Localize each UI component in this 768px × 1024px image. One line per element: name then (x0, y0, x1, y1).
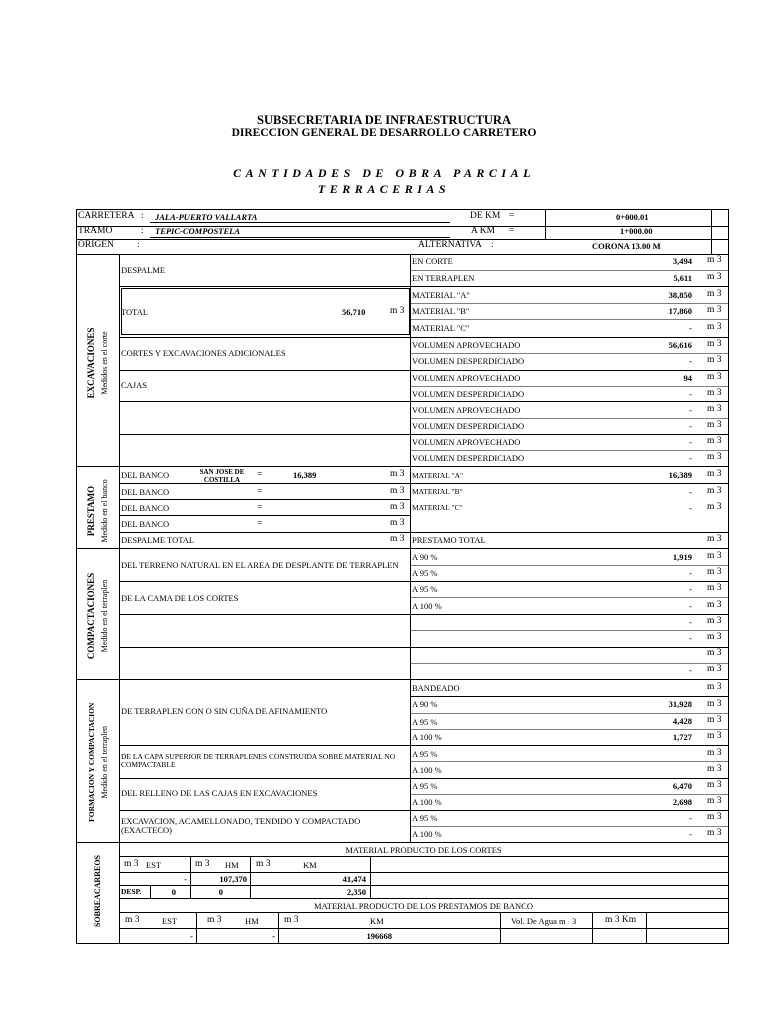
row-value: 3,494 (672, 256, 692, 266)
row-label: A 100 % (412, 732, 442, 742)
unit: m 3 (707, 305, 722, 315)
del-banco-label: DEL BANCO (121, 470, 170, 480)
cell-value: 0 (171, 887, 176, 897)
cell-value: 0 (218, 887, 223, 897)
cell-value: 41,474 (342, 874, 366, 884)
equals: = (509, 211, 515, 221)
alternativa-value: CORONA 13.00 M (592, 241, 661, 251)
row-label: VOLUMEN APROVECHADO (412, 373, 521, 383)
row-value: - (689, 633, 692, 643)
row-label: A 100 % (412, 829, 442, 839)
unit: m 3 (707, 583, 722, 593)
heading-terracerias: TERRACERIAS (317, 182, 451, 196)
row-label: A 95 % (412, 717, 438, 727)
unit: m 3 (707, 322, 722, 332)
cell-value: - (184, 874, 187, 884)
row-label: EN TERRAPLEN (412, 273, 475, 283)
km-label: KM (370, 916, 384, 926)
unit: m 3 (390, 534, 405, 544)
unit: m 3 (707, 255, 722, 265)
row-value: - (689, 323, 692, 333)
unit: m 3 (707, 682, 722, 692)
unit: m 3 (707, 664, 722, 674)
unit: m 3 (125, 915, 140, 925)
row-value: 2,698 (672, 797, 692, 807)
side-title: FORMACION Y COMPACTACION (86, 702, 96, 822)
unit: m 3 (707, 600, 722, 610)
row-label: A 95 % (412, 813, 438, 823)
unit: m 3 (707, 436, 722, 446)
despalme-label: DESPALME (121, 265, 166, 275)
side-subtitle: Medidos en el corte (100, 331, 109, 395)
unit: m 3 (707, 715, 722, 725)
unit: m 3 (707, 731, 722, 741)
row-value: - (689, 421, 692, 431)
row-label: MATERIAL "C" (412, 503, 463, 512)
excavaciones-side-label (87, 278, 109, 448)
del-banco-label: DEL BANCO (121, 503, 170, 513)
row-label: VOLUMEN APROVECHADO (412, 405, 521, 415)
formacion-side-label (88, 672, 109, 852)
unit: m 3 (707, 567, 722, 577)
row-value: - (689, 568, 692, 578)
unit: m 3 (124, 859, 139, 869)
row-label: A 90 % (412, 552, 438, 562)
row-value: - (689, 437, 692, 447)
carretera-label: CARRETERA (78, 211, 135, 221)
unit: m 3 (707, 289, 722, 299)
row-value: - (689, 584, 692, 594)
bandeado-label: BANDEADO (412, 683, 460, 693)
row-label: MATERIAL "A" (412, 471, 464, 480)
header-subtitle: DIRECCION GENERAL DE DESARROLLO CARRETERO (231, 127, 537, 139)
relleno-label: DEL RELLENO DE LAS CAJAS EN EXCAVACIONES (121, 788, 318, 798)
colon: : (141, 226, 144, 236)
a-km-label: A KM (471, 226, 496, 236)
unit: m 3 (707, 404, 722, 414)
colon: : (491, 240, 494, 250)
row-value: 16,389 (668, 470, 692, 480)
del-banco-label: DEL BANCO (121, 519, 170, 529)
unit: m 3 (390, 486, 405, 496)
row-value: - (689, 389, 692, 399)
row-value: - (689, 487, 692, 497)
prestamo-side-label (87, 461, 109, 561)
origen-label: ORIGEN (78, 240, 114, 250)
row-value: 31,928 (668, 699, 692, 709)
despalme-total-label: DESPALME TOTAL (121, 535, 195, 545)
row-value: - (689, 813, 692, 823)
row-label: A 95 % (412, 781, 438, 791)
row-label: A 100 % (412, 765, 442, 775)
est-label: EST (162, 916, 178, 926)
row-value: - (689, 617, 692, 627)
row-label: VOLUMEN APROVECHADO (412, 340, 521, 350)
cell-value: 2,350 (346, 887, 366, 897)
row-value: - (689, 601, 692, 611)
unit: m 3 (707, 502, 722, 512)
colon: : (137, 240, 140, 250)
unit: m 3 (207, 915, 222, 925)
row-value: 6,470 (672, 781, 692, 791)
row-label: A 95 % (412, 584, 438, 594)
row-value: - (689, 503, 692, 513)
unit: m 3 (707, 551, 722, 561)
km-label: KM (303, 860, 317, 870)
unit: m 3 (707, 828, 722, 838)
side-title: PRESTAMO (86, 485, 96, 537)
terreno-label: DEL TERRENO NATURAL EN EL AREA DE DESPLANTE DE TERRAPLEN (121, 560, 399, 570)
row-label: A 100 % (412, 601, 442, 611)
unit: m 3 (707, 486, 722, 496)
row-label: MATERIAL "B" (412, 487, 463, 496)
banco-name: SAN JOSE DE COSTILLA (199, 468, 245, 484)
colon: : (141, 211, 144, 221)
de-km-label: DE KM (470, 211, 501, 221)
cama-label: DE LA CAMA DE LOS CORTES (121, 593, 239, 603)
row-label: MATERIAL "B" (412, 306, 470, 316)
row-value: 1,919 (672, 552, 692, 562)
row-value: 38,850 (668, 290, 692, 300)
unit: m 3 (707, 748, 722, 758)
cortes-title: MATERIAL PRODUCTO DE LOS CORTES (345, 845, 502, 855)
unit: m 3 (707, 272, 722, 282)
prestamo-total-label: PRESTAMO TOTAL (412, 535, 486, 545)
est-label: EST (146, 860, 162, 870)
unit: m 3 (707, 420, 722, 430)
del-banco-label: DEL BANCO (121, 487, 170, 497)
row-value: 94 (683, 373, 692, 383)
row-value: - (689, 405, 692, 415)
row-label: MATERIAL "C" (412, 323, 470, 333)
equals: = (509, 226, 515, 236)
a-km-value: 1+000.00 (620, 226, 653, 236)
row-label: VOLUMEN APROVECHADO (412, 437, 521, 447)
side-title: SOBREACARREOS (93, 855, 102, 928)
header-title: SUBSECRETARIA DE INFRAESTRUCTURA (257, 113, 511, 127)
row-label: VOLUMEN DESPERDICIADO (412, 356, 525, 366)
row-label: A 90 % (412, 699, 438, 709)
unit: m 3 (390, 306, 405, 316)
row-label: MATERIAL "A" (412, 290, 470, 300)
unit: m 3 (390, 518, 405, 528)
equals: = (257, 487, 263, 497)
row-value: 5,611 (673, 273, 692, 283)
unit: m 3 (707, 616, 722, 626)
row-label: A 95 % (412, 568, 438, 578)
tramo-value: TEPIC-COMPOSTELA (155, 226, 241, 236)
prestamos-title: MATERIAL PRODUCTO DE LOS PRESTAMOS DE BANCO (314, 901, 533, 911)
row-label: A 95 % (412, 749, 438, 759)
banco-value: 16,389 (293, 470, 317, 480)
side-subtitle: Medido en el banco (100, 479, 109, 543)
unit: m 3 (707, 764, 722, 774)
hm-label: HM (245, 916, 259, 926)
total-label: TOTAL (121, 307, 149, 317)
tramo-label: TRAMO (78, 226, 113, 236)
equals: = (257, 470, 263, 480)
row-value: - (689, 356, 692, 366)
cell-value: 196668 (366, 931, 392, 941)
row-value: 4,428 (672, 716, 692, 726)
capa-label: DE LA CAPA SUPERIOR DE TERRAPLENES CONSTRUIDA SOBRE MATERIAL NO COMPACTABLE (121, 752, 396, 769)
unit: m 3 (707, 534, 722, 544)
vol-agua-label: Vol. De Agua m 3 (511, 916, 577, 926)
unit: m 3 (707, 469, 722, 479)
row-label: EN CORTE (412, 256, 453, 266)
equals: = (257, 519, 263, 529)
unit: m 3 (707, 388, 722, 398)
row-label: VOLUMEN DESPERDICIADO (412, 421, 525, 431)
excavacion-label: EXCAVACION, ACAMELLONADO, TENDIDO Y COMPACTADO (EXACTECO) (121, 816, 361, 835)
unit: m 3 (284, 915, 299, 925)
row-value: - (689, 665, 692, 675)
heading-cantidades: CANTIDADES DE OBRA PARCIAL (233, 166, 535, 180)
de-km-value: 0+000.01 (616, 212, 649, 222)
desp-label: DESP. (121, 887, 142, 896)
side-subtitle: Medido en el terraplen (99, 725, 109, 799)
compactaciones-side-label (87, 551, 109, 681)
unit-km: m 3 Km (605, 915, 637, 925)
unit: m 3 (195, 859, 210, 869)
unit: m 3 (707, 632, 722, 642)
side-subtitle: Medido en el terraplen (100, 579, 109, 653)
row-value: - (689, 829, 692, 839)
hm-label: HM (225, 860, 239, 870)
row-value: - (689, 453, 692, 463)
unit: m 3 (390, 469, 405, 479)
cortes-label: CORTES Y EXCAVACIONES ADICIONALES (121, 348, 286, 358)
unit: m 3 (390, 502, 405, 512)
row-label: A 100 % (412, 797, 442, 807)
unit: m 3 (707, 452, 722, 462)
unit: m 3 (707, 812, 722, 822)
equals: = (257, 503, 263, 513)
unit: m 3 (256, 859, 271, 869)
row-value: 17,860 (668, 306, 692, 316)
sobreacarreos-side-label (94, 841, 102, 941)
unit: m 3 (707, 372, 722, 382)
row-label: VOLUMEN DESPERDICIADO (412, 453, 525, 463)
unit: m 3 (707, 355, 722, 365)
unit: m 3 (707, 339, 722, 349)
row-value: 56,616 (668, 340, 692, 350)
total-value: 56,710 (342, 307, 366, 317)
unit: m 3 (707, 796, 722, 806)
cajas-label: CAJAS (121, 380, 147, 390)
side-title: COMPACTACIONES (86, 572, 96, 660)
row-value: 1,727 (672, 732, 692, 742)
alternativa-label: ALTERNATIVA (418, 240, 482, 250)
unit: m 3 (707, 699, 722, 709)
carretera-value: JALA-PUERTO VALLARTA (155, 212, 258, 222)
row-label: VOLUMEN DESPERDICIADO (412, 389, 525, 399)
terraplen-label: DE TERRAPLEN CON O SIN CUÑA DE AFINAMIENTO (121, 706, 328, 716)
cell-value: - (272, 931, 275, 941)
cell-value: 107,370 (219, 874, 247, 884)
side-title: EXCAVACIONES (86, 327, 96, 399)
unit: m 3 (707, 648, 722, 658)
cell-value: - (190, 931, 193, 941)
unit: m 3 (707, 780, 722, 790)
